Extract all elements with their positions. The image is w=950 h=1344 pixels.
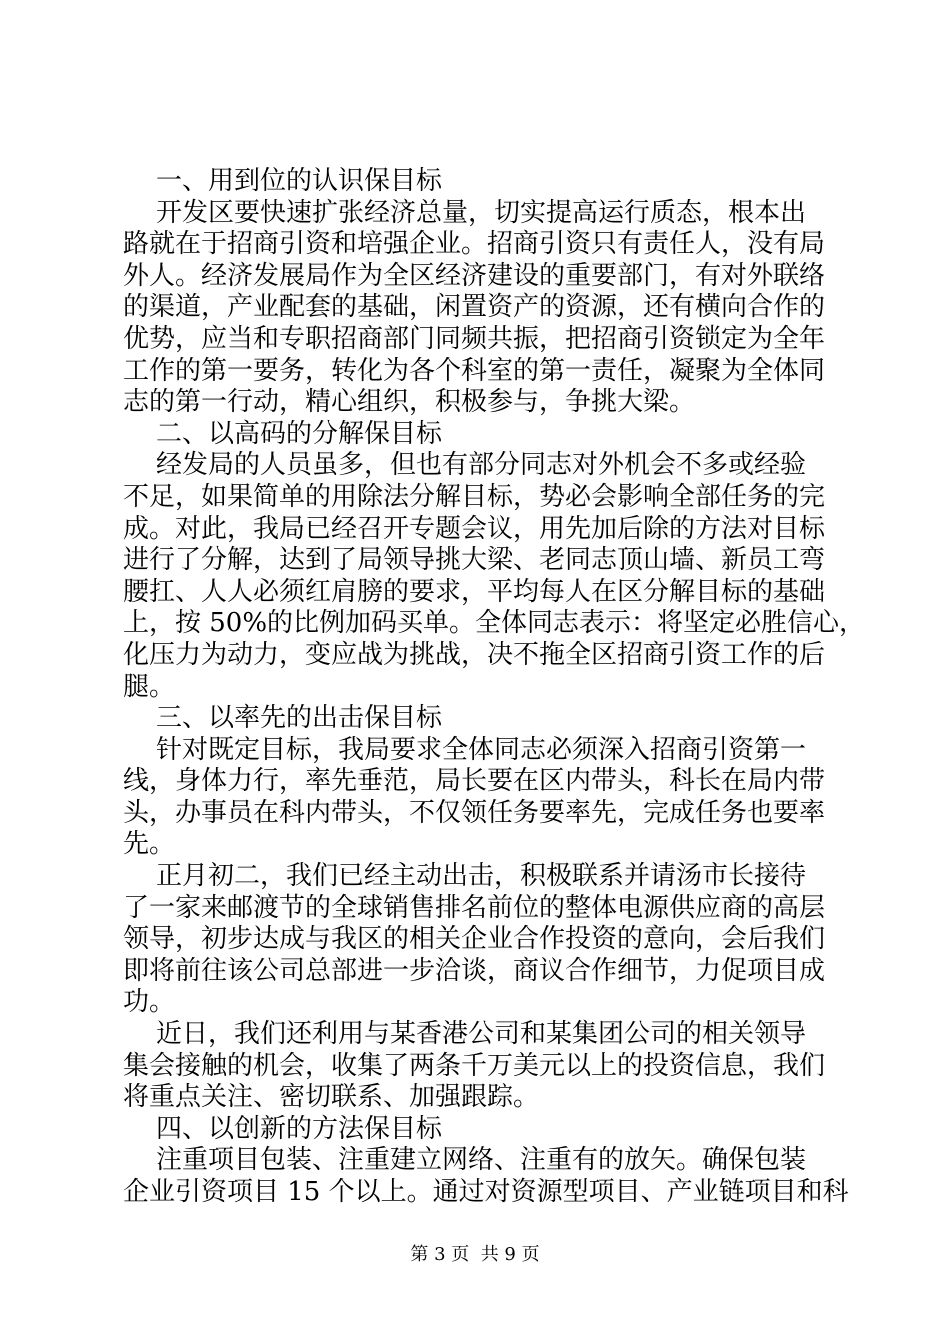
- paragraph-line: 经发局的人员虽多，但也有部分同志对外机会不多或经验: [123, 450, 807, 481]
- paragraph-line: 功。: [123, 987, 176, 1018]
- paragraph-line: 志的第一行动，精心组织，积极参与，争挑大梁。: [123, 387, 696, 418]
- paragraph-line: 集会接触的机会，收集了两条千万美元以上的投资信息，我们: [123, 1050, 826, 1081]
- paragraph-line: 了一家来邮渡节的全球销售排名前位的整体电源供应商的高层: [123, 892, 826, 923]
- paragraph-line: 路就在于招商引资和培强企业。招商引资只有责任人，没有局: [123, 229, 826, 260]
- paragraph-line: 成。对此，我局已经召开专题会议，用先加后除的方法对目标: [123, 513, 826, 544]
- paragraph-line: 近日，我们还利用与某香港公司和某集团公司的相关领导: [123, 1019, 807, 1050]
- paragraph-line: 腿。: [123, 671, 176, 702]
- paragraph-line: 优势，应当和专职招商部门同频共振，把招商引资锁定为全年: [123, 323, 826, 354]
- paragraph-line: 先。: [123, 829, 176, 860]
- paragraph-line: 的渠道，产业配套的基础，闲置资产的资源，还有横向合作的: [123, 292, 826, 323]
- paragraph-line: 腰扛、人人必须红肩膀的要求，平均每人在区分解目标的基础: [123, 576, 826, 607]
- paragraph-line: 开发区要快速扩张经济总量，切实提高运行质态，根本出: [123, 197, 807, 228]
- document-body: [123, 166, 866, 1209]
- paragraph-line: 进行了分解，达到了局领导挑大梁、老同志顶山墙、新员工弯: [123, 545, 826, 576]
- paragraph-line: 企业引资项目 15 个以上。通过对资源型项目、产业链项目和科: [123, 1177, 849, 1207]
- paragraph-line: 不足，如果简单的用除法分解目标，势必会影响全部任务的完: [123, 481, 826, 512]
- paragraph-line: 头，办事员在科内带头，不仅领任务要率先，完成任务也要率: [123, 797, 826, 828]
- page-number-footer: 第 3 页 共 9 页: [410, 1244, 540, 1265]
- paragraph-line: 正月初二，我们已经主动出击，积极联系并请汤市长接待: [123, 861, 807, 892]
- section-heading-4: 四、以创新的方法保目标: [123, 1113, 443, 1144]
- paragraph-line: 领导，初步达成与我区的相关企业合作投资的意向，会后我们: [123, 924, 826, 955]
- paragraph-line: 化压力为动力，变应战为挑战，决不拖全区招商引资工作的后: [123, 639, 826, 670]
- paragraph-line: 注重项目包装、注重建立网络、注重有的放矢。确保包装: [123, 1145, 807, 1176]
- paragraph-line: 外人。经济发展局作为全区经济建设的重要部门，有对外联络: [123, 260, 826, 291]
- paragraph-line: 即将前往该公司总部进一步洽谈，商议合作细节，力促项目成: [123, 955, 826, 986]
- section-heading-3: 三、以率先的出击保目标: [123, 703, 443, 734]
- paragraph-line: 工作的第一要务，转化为各个科室的第一责任，凝聚为全体同: [123, 355, 826, 386]
- paragraph-line: 上，按 50%的比例加码买单。全体同志表示：将坚定必胜信心，: [123, 608, 866, 639]
- paragraph-line: 针对既定目标，我局要求全体同志必须深入招商引资第一: [123, 734, 807, 765]
- paragraph-line: 线，身体力行，率先垂范，局长要在区内带头，科长在局内带: [123, 766, 826, 797]
- section-heading-1: 一、用到位的认识保目标: [123, 166, 443, 196]
- paragraph-line: 将重点关注、密切联系、加强跟踪。: [123, 1082, 540, 1113]
- section-heading-2: 二、以高码的分解保目标: [123, 418, 443, 449]
